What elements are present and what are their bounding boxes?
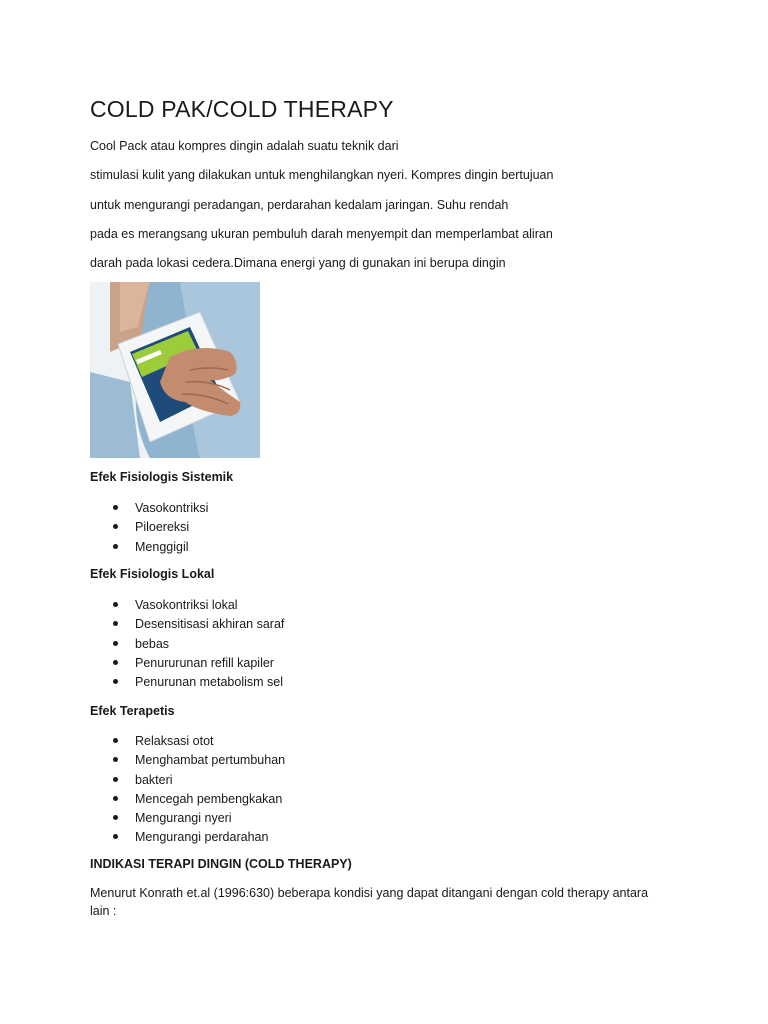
intro-line: darah pada lokasi cedera.Dimana energi yang di gunakan ini berupa dingin	[90, 256, 506, 271]
cold-pack-photo	[90, 282, 260, 458]
section-therapeutic-effects	[90, 704, 690, 845]
intro-line: untuk mengurangi peradangan, perdarahan kedalam jaringan. Suhu rendah	[90, 197, 509, 212]
list-item: Vasokontriksi lokal	[90, 597, 284, 616]
page-title: COLD PAK/COLD THERAPY	[90, 96, 394, 122]
bullet-icon	[113, 738, 118, 743]
bullet-icon	[113, 602, 118, 607]
section-local-effects	[90, 567, 690, 690]
bullet-list	[90, 733, 285, 849]
section-systemic-effects	[90, 470, 690, 554]
intro-line: stimulasi kulit yang dilakukan untuk menghilangkan nyeri. Kompres dingin bertujuan	[90, 168, 554, 183]
bullet-icon	[113, 834, 118, 839]
cold-pack-illustration	[90, 282, 260, 458]
section-indication	[90, 857, 690, 920]
bullet-icon	[113, 505, 118, 510]
section-heading: Efek Fisiologis Lokal	[90, 567, 215, 581]
list-item: Menghambat pertumbuhan	[90, 752, 285, 771]
section-heading: Efek Fisiologis Sistemik	[90, 470, 234, 484]
bullet-icon	[113, 544, 118, 549]
bullet-icon	[113, 679, 118, 684]
bullet-list	[90, 500, 208, 558]
list-item: Menggigil	[90, 539, 208, 558]
intro-paragraph	[90, 138, 553, 284]
section-heading: Efek Terapetis	[90, 704, 175, 718]
bullet-icon	[113, 815, 118, 820]
bullet-icon	[113, 757, 118, 762]
bullet-icon	[113, 777, 118, 782]
list-item: bakteri	[90, 772, 285, 791]
indication-paragraph: Menurut Konrath et.al (1996:630) beberapa kondisi yang dapat ditangani dengan cold therapy antara lain :	[90, 886, 649, 918]
intro-line: pada es merangsang ukuran pembuluh darah menyempit dan memperlambat aliran	[90, 226, 553, 241]
bullet-icon	[113, 796, 118, 801]
list-item: Desensitisasi akhiran saraf	[90, 616, 284, 635]
list-item: Vasokontriksi	[90, 500, 208, 519]
bullet-icon	[113, 621, 118, 626]
list-item: Penururunan refill kapiler	[90, 655, 284, 674]
list-item: Penurunan metabolism sel	[90, 674, 284, 693]
section-heading: INDIKASI TERAPI DINGIN (COLD THERAPY)	[90, 857, 352, 871]
bullet-icon	[113, 524, 118, 529]
list-item: Piloereksi	[90, 519, 208, 538]
list-item: Mengurangi nyeri	[90, 810, 285, 829]
bullet-list	[90, 597, 284, 693]
list-item: Relaksasi otot	[90, 733, 285, 752]
list-item: bebas	[90, 636, 284, 655]
list-item: Mencegah pembengkakan	[90, 791, 285, 810]
bullet-icon	[113, 660, 118, 665]
intro-line: Cool Pack atau kompres dingin adalah suatu teknik dari	[90, 139, 399, 153]
bullet-icon	[113, 641, 118, 646]
list-item: Mengurangi perdarahan	[90, 829, 285, 848]
